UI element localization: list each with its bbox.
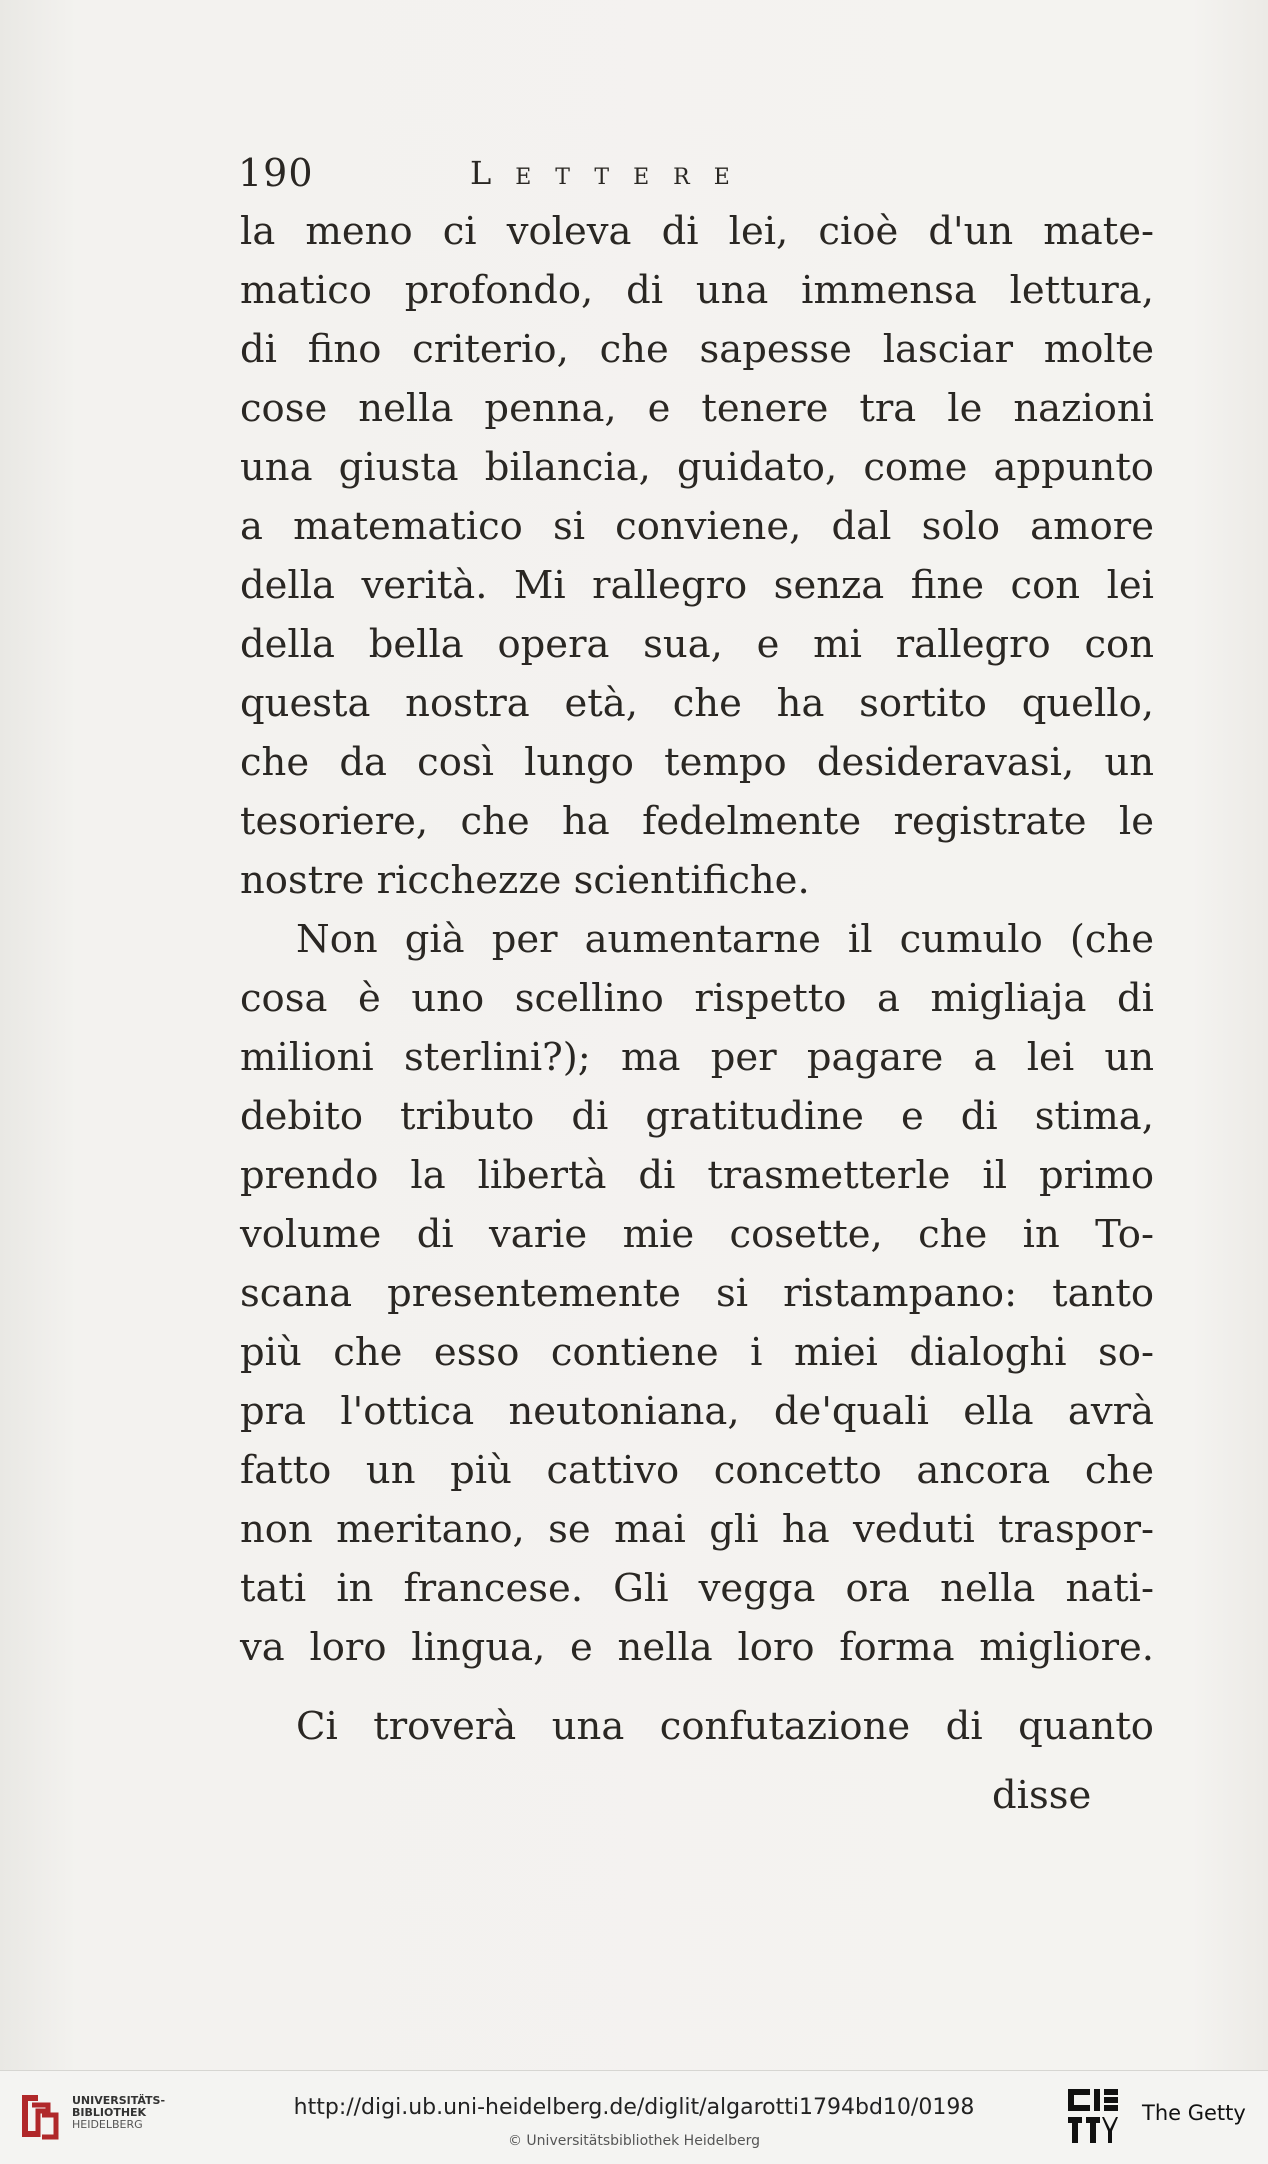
text-line: debito tributo di gratitudine e di stima, bbox=[240, 1094, 1154, 1139]
text-line: volume di varie mie cosette, che in To- bbox=[240, 1212, 1154, 1257]
text-line: Non già per aumentarne il cumulo (che bbox=[296, 917, 1154, 962]
page-number: 190 bbox=[238, 151, 314, 195]
text-line: una giusta bilancia, guidato, come appunto bbox=[240, 445, 1154, 490]
footer-bar bbox=[0, 2070, 1268, 2164]
permalink-url[interactable]: http://digi.ub.uni-heidelberg.de/diglit/algarotti1794bd10/0198 bbox=[293, 2095, 975, 2120]
text-line: scana presentemente si ristampano: tanto bbox=[240, 1271, 1154, 1316]
text-line: questa nostra età, che ha sortito quello, bbox=[240, 681, 1154, 726]
text-line: matico profondo, di una immensa lettura, bbox=[240, 268, 1154, 313]
getty-logo-icon[interactable] bbox=[1066, 2085, 1120, 2149]
running-head: Lettere bbox=[470, 154, 754, 192]
text-line: tati in francese. Gli vegga ora nella nati- bbox=[240, 1566, 1154, 1611]
library-line: HEIDELBERG bbox=[72, 2118, 143, 2131]
text-line: la meno ci voleva di lei, cioè d'un mate- bbox=[240, 209, 1154, 254]
library-line: BIBLIOTHEK bbox=[72, 2106, 147, 2119]
text-line: nostre ricchezze scientifiche. bbox=[240, 858, 810, 903]
text-line: Ci troverà una confutazione di quanto bbox=[296, 1704, 1154, 1749]
text-line: della verità. Mi rallegro senza fine con lei bbox=[240, 563, 1154, 608]
text-line: che da così lungo tempo desideravasi, un bbox=[240, 740, 1154, 785]
text-line: della bella opera sua, e mi rallegro con bbox=[240, 622, 1154, 667]
text-line: di fino criterio, che sapesse lasciar molte bbox=[240, 327, 1154, 372]
catchword: disse bbox=[992, 1773, 1092, 1818]
text-line: a matematico si conviene, dal solo amore bbox=[240, 504, 1154, 549]
page-header bbox=[238, 148, 1098, 198]
getty-name: The Getty bbox=[1142, 2101, 1246, 2125]
text-line: più che esso contiene i miei dialoghi so- bbox=[240, 1330, 1154, 1375]
text-line: non meritano, se mai gli ha veduti traspor- bbox=[240, 1507, 1154, 1552]
copyright-notice: © Universitätsbibliothek Heidelberg bbox=[507, 2133, 760, 2149]
text-line: tesoriere, che ha fedelmente registrate le bbox=[240, 799, 1154, 844]
text-line: prendo la libertà di trasmetterle il primo bbox=[240, 1153, 1154, 1198]
text-line: cosa è uno scellino rispetto a migliaja di bbox=[240, 976, 1154, 1021]
text-line: cose nella penna, e tenere tra le nazioni bbox=[240, 386, 1154, 431]
library-line: UNIVERSITÄTS- bbox=[72, 2094, 166, 2107]
text-line: fatto un più cattivo concetto ancora che bbox=[240, 1448, 1154, 1493]
text-line: va loro lingua, e nella loro forma migliore. bbox=[240, 1625, 1154, 1670]
text-line: pra l'ottica neutoniana, de'quali ella avrà bbox=[240, 1389, 1154, 1434]
text-line: milioni sterlini?); ma per pagare a lei un bbox=[240, 1035, 1154, 1080]
